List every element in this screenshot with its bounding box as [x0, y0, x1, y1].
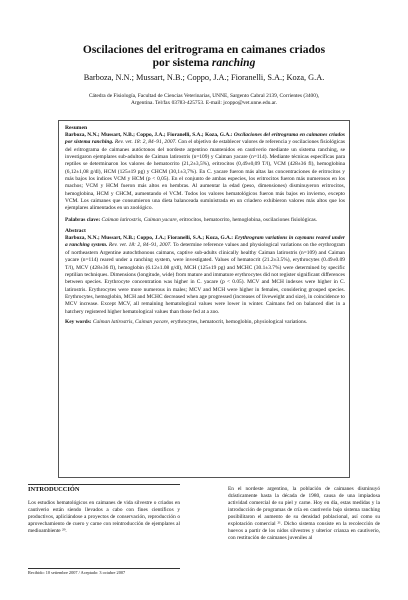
- resumen-text: [65, 132, 345, 213]
- palabras-clave: [65, 217, 345, 224]
- title-italic: ranching: [211, 57, 256, 69]
- abstract-cite-ref: Rev. vet. 18: 2, 84–91, 2007.: [108, 242, 172, 249]
- resumen-cite-ref: Rev. vet. 18: 2, 84–91, 2007.: [114, 139, 177, 146]
- title-line-2: por sistema ranching: [152, 57, 256, 69]
- abstract-cite-authors: Barboza, N.N.; Mussart, N.B.; Coppo, J.A.; Fioranelli, S.A.; Koza, G.A.:: [65, 235, 234, 242]
- resumen-cite-authors: Barboza, N.N.; Mussart, N.B.; Coppo, J.A.; Fioranelli, S.A.; Koza, G.A.:: [65, 132, 233, 138]
- palabras-label: Palabras clave:: [65, 216, 101, 223]
- abstract-body: To determine reference values and physiological variations on the erythrogram of northeastern Argentine autochthonous caimans, captive sub-adults clinically healthy Caiman latirostris (n=109) and Caiman yacare (n=114) reared under a ranching system, were investigated. Values of hematocrit (21.2±3.5%), erythrocytes (0.49±0.09 T/l), MCV (428±36 fl), hemoglobin (6.12±1.08 g/dl), MCH (125±19 pg) and MCHC (30.1±3.7%) were determined by specific reptilian techniques. Dimensions (longitude, wide) from mature and immature erythrocytes did not register significant differences between species. Erythrocyte concentration was higher in C. yacare (p < 0.05). MCV and MCH indexes were higher in C. latirostris. Erythrocytes were more numerous in males; MCV and MCH were higher in females, considering grouped species. Erythrocytes, hemoglobin, MCH and MCHC decreased when age progressed (increases of liveweight and size), in coincidence to MCV increase. Except MCV, all remaining hematological values were lower in winter. Caimans fed on balanced diet in a hatchery registered higher hematological values than those fed at a zoo.: [65, 242, 345, 315]
- palabras-rest: eritrocitos, hematocrito, hemoglobina, oscilaciones fisiológicas.: [179, 216, 318, 223]
- intro-right-column: [228, 486, 380, 542]
- affiliation: [52, 93, 356, 107]
- received-dates: Recibido: 10 setiembre 2007 / Aceptado: 3 octubre 2007: [28, 568, 180, 576]
- abstract-heading: Abstract: [65, 228, 86, 235]
- keywords-italic: Caiman latirostris, Caiman yacare,: [92, 318, 170, 325]
- intro-heading: INTRODUCCIÓN: [28, 486, 80, 493]
- intro-left-text: Los estudios hematológicos en caimanes de vida silvestre o criados en cautiverio están siendo llevados a cabo con fines científicos y productivos, apliciándose a proyectos de conservación, reproducción o aprovechamiento de cuero y carne con reintroducción de ejemplares al medioambiente ²⁹.: [28, 500, 180, 535]
- key-words: [65, 319, 345, 326]
- intro-left-column: [28, 486, 180, 535]
- resumen-body: Con el objetivo de establecer valores de referencia y oscilaciones fisiológicas del eritrograma de caimanes autóctonos del nordeste argentino mantenidos en cautiverio mediante un sistema ranching, se investigaron ejemplares sub-adultos de Caiman latirostris (n=109) y Caiman yacare (n=114). Mediante técnicas específicas para reptiles se determinaron los valores de hematocrito (21,2±3,5%), eritrocitos (0,49±0,09 T/l), VCM (428±36 fl), hemoglobina (6,12±1,08 g/dl), HCM (125±19 pg) y CHCM (30,1±3,7%). En C. yacare fueron más altas las concentraciones de eritrocitos y más bajos los índices VCM y HCM (p < 0,05). En el conjunto de ambas especies, los eritrocitos fueron más numerosos en los machos; VCM y HCM fueron más altos en hembras. Al aumentar la edad (peso, dimensiones) disminuyeron eritrocitos, hemoglobina, HCM y CHCM, aumentando el VCM. Todos los valores hematológicos fueron más bajos en invierno, excepto VCM. Los caimanes que consumieron una dieta balanceada suministrada en un criadero exhibieron valores más altos que los ejemplares alimentados en un zoológico.: [65, 139, 345, 212]
- intro-rule: [28, 484, 180, 485]
- palabras-italic: Caiman latirostris, Caiman yacare,: [101, 216, 178, 223]
- keywords-label: Key words:: [65, 318, 92, 325]
- title-line-1: Oscilaciones del eritrograma en caimanes criados: [82, 44, 326, 56]
- abstract-text: [65, 235, 345, 316]
- paper-title: [40, 44, 368, 70]
- intro-right-text: En el nordeste argentino, la población de caimanes disminuyó drásticamente hasta la década de 1980, causa de una impiadosa actividad comercial de su piel y carne. Hoy en día, estas medidas y la introducción de programas de cría en cautiverio bajo sistema ranching posibilitaron el aumento de su densidad poblacional, así como su explotación comercial ²¹. Dicho sistema consiste en la recolección de huevos a partir de los nidos silvestres y ulterior crianza en cautiverio, con restitución de caimanes juveniles al: [228, 486, 380, 542]
- affiliation-line-1: Cátedra de Fisiología, Facultad de Ciencias Veterinarias, UNNE, Sargento Cabral 2139, Corrientes (3400),: [88, 93, 320, 99]
- keywords-rest: erythrocytes, hematocrit, hemoglobin, physiological variations.: [170, 318, 308, 325]
- resumen-heading: Resumen: [65, 125, 88, 131]
- resumen-cite-title: Oscilaciones del eritrograma en caimanes criados por sistema ranching.: [65, 132, 345, 146]
- abstract-cite-title: Erythrogram variations in caymans reared under a ranching system.: [65, 235, 345, 249]
- affiliation-line-2: Argentina. Tel/fax 03783-425753. E-mail: jcoppo@vet.unne.edu.ar.: [130, 100, 277, 106]
- authors: Barboza, N.N.; Mussart, N.B.; Coppo, J.A.; Fioranelli, S.A.; Koza, G.A.: [83, 73, 325, 82]
- abstract-box: [58, 120, 350, 478]
